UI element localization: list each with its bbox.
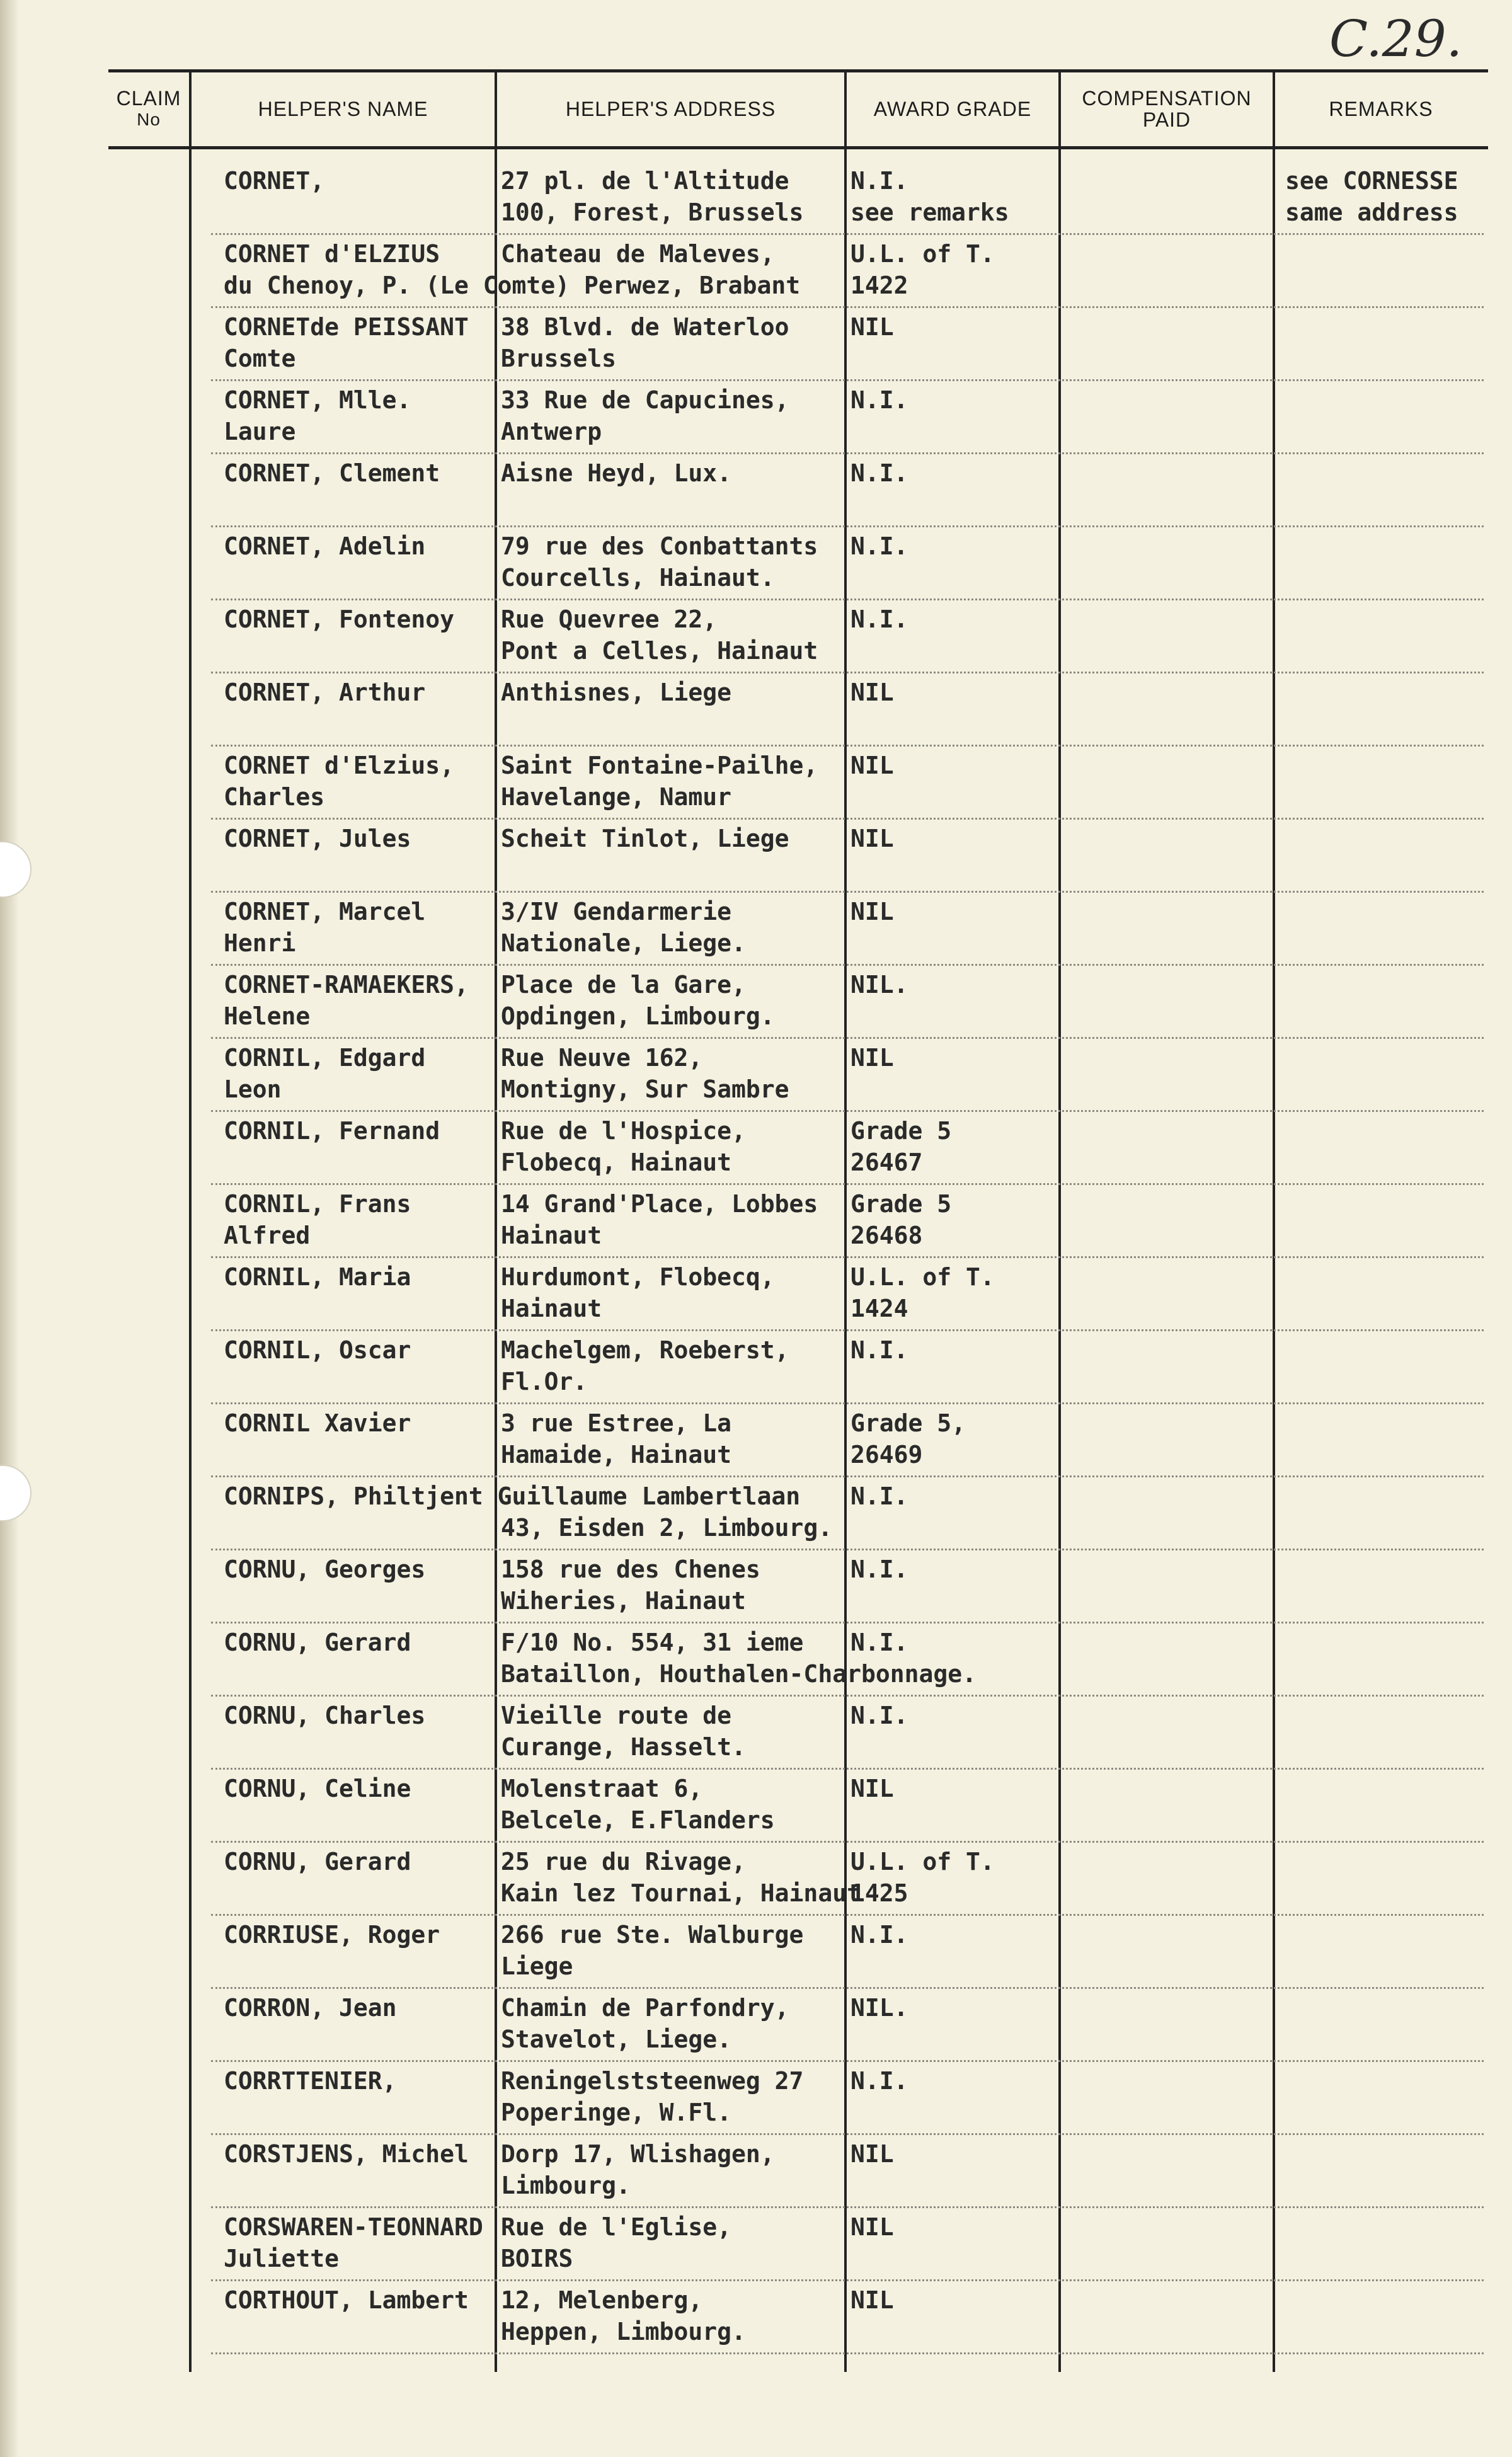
helper-address-line2: Hainaut [501,1295,602,1322]
table-row [0,2138,1512,2211]
award-grade-line2: 26469 [850,1441,923,1469]
helper-name-line1: CORNET, Jules [224,825,411,852]
helper-address-line2: Belcele, E.Flanders [501,1806,775,1834]
row-separator [211,1768,1484,1770]
row-separator [211,1622,1484,1624]
row-separator [211,1987,1484,1989]
table-row [0,238,1512,311]
award-grade-line1: U.L. of T. [850,1263,995,1291]
row-separator [211,379,1484,381]
award-grade-line1: N.I. [850,1482,908,1510]
table-row [0,969,1512,1042]
row-separator [211,1549,1484,1550]
row-separator [211,452,1484,454]
helper-name-line1: CORNU, Gerard [224,1629,411,1656]
award-grade-line1: N.I. [850,1336,908,1364]
helper-name-line1: CORNET, Adelin [224,532,426,560]
helper-name-line1: CORNIL, Maria [224,1263,411,1291]
helper-address-line1: Reningelststeenweg 27 [501,2067,804,2095]
award-grade-line2: 1424 [850,1295,908,1322]
header-helper-address-label: HELPER'S ADDRESS [565,98,776,120]
award-grade-line1: N.I. [850,1629,908,1656]
helper-address-line2: Fl.Or. [501,1368,588,1395]
helper-address-line1: 266 rue Ste. Walburge [501,1921,804,1949]
table-row [0,1627,1512,1700]
row-separator [211,2279,1484,2281]
award-grade-line1: NIL [850,679,894,706]
helper-name-line1: CORRON, Jean [224,1994,397,2022]
helper-address-line2: BOIRS [501,2245,573,2272]
helper-address-line1: Saint Fontaine-Pailhe, [501,752,818,779]
helper-address-line1: Hurdumont, Flobecq, [501,1263,775,1291]
header-compensation-label: COMPENSATION [1082,87,1252,110]
header-award-grade [847,74,1058,144]
header-remarks-label: REMARKS [1329,98,1433,120]
header-compensation-paid [1061,74,1273,144]
helper-address-line2: 100, Forest, Brussels [501,198,804,226]
row-separator [211,891,1484,893]
helper-name-line2: Leon [224,1075,282,1103]
helper-address-line1: Anthisnes, Liege [501,679,732,706]
row-separator [211,598,1484,600]
helper-address-line1: Chateau de Maleves, [501,240,775,268]
helper-name-line2: Juliette [224,2245,340,2272]
helper-address-line2: Wiheries, Hainaut [501,1587,746,1615]
helper-address-line1: 158 rue des Chenes [501,1555,760,1583]
award-grade-line1: N.I. [850,386,908,414]
award-grade-line1: Grade 5 [850,1117,952,1145]
helper-address-line2: Montigny, Sur Sambre [501,1075,789,1103]
award-grade-line1: N.I. [850,605,908,633]
helper-address-line1: 27 pl. de l'Altitude [501,167,789,195]
award-grade-line1: NIL [850,825,894,852]
award-grade-line1: N.I. [850,2067,908,2095]
table-row [0,1188,1512,1261]
award-grade-line1: N.I. [850,1702,908,1729]
header-claim-sub: No [137,110,161,129]
helper-address-line1: Dorp 17, Wlishagen, [501,2140,775,2168]
row-separator [211,2133,1484,2135]
helper-name-line2: Henri [224,929,296,957]
helper-address-line2: Hamaide, Hainaut [501,1441,732,1469]
award-grade-line1: N.I. [850,459,908,487]
helper-address-line1: Rue de l'Hospice, [501,1117,746,1145]
helper-name-line1: CORTHOUT, Lambert [224,2286,469,2314]
helper-name-line1: CORSTJENS, Michel [224,2140,469,2168]
row-separator [211,1183,1484,1185]
helper-address-line2: Kain lez Tournai, Hainaut [501,1879,861,1907]
table-row [0,677,1512,750]
helper-name-line2: Comte [224,345,296,372]
helper-name-line1: CORNIL, Frans [224,1190,411,1218]
helper-address-line1: Molenstraat 6, [501,1775,703,1802]
header-compensation-sub: PAID [1142,108,1191,131]
award-grade-line1: NIL [850,313,894,341]
award-grade-line2: see remarks [850,198,1009,226]
helper-address-line2: Antwerp [501,418,602,445]
helper-address-line2: Limbourg. [501,2172,631,2199]
row-separator [211,2352,1484,2354]
row-separator [211,1402,1484,1404]
page-reference: C.29. [1329,9,1463,68]
award-grade-line1: U.L. of T. [850,240,995,268]
helper-name-line1: CORNET d'Elzius, [224,752,455,779]
helper-name-line2: Helene [224,1002,311,1030]
table-row [0,1773,1512,1846]
award-grade-line2: 1422 [850,272,908,299]
helper-address-line1: 33 Rue de Capucines, [501,386,789,414]
helper-address-line2: Pont a Celles, Hainaut [501,637,818,665]
row-separator [211,2206,1484,2208]
header-helper-address [497,74,844,144]
helper-address-line2: Courcells, Hainaut. [501,564,775,592]
row-separator [211,233,1484,235]
table-row [0,530,1512,604]
helper-name-line1: CORNETde PEISSANT [224,313,469,341]
row-separator [211,672,1484,673]
award-grade-line2: 1425 [850,1879,908,1907]
table-row [0,1115,1512,1188]
award-grade-line1: N.I. [850,532,908,560]
helper-address-line1: Vieille route de [501,1702,732,1729]
table-row [0,896,1512,969]
table-row [0,1700,1512,1773]
helper-name-line1: CORNET-RAMAEKERS, [224,971,469,999]
helper-address-line1: Chamin de Parfondry, [501,1994,789,2022]
award-grade-line1: Grade 5, [850,1409,966,1437]
table-row [0,1042,1512,1115]
helper-address-line2: Stavelot, Liege. [501,2025,732,2053]
header-helper-name [192,74,495,144]
row-separator [211,1695,1484,1697]
helper-address-line2: Liege [501,1952,573,1980]
award-grade-line1: NIL. [850,1994,908,2022]
row-separator [211,1329,1484,1331]
helper-name-line1: CORNET, [224,167,325,195]
helper-address-line1: Rue de l'Eglise, [501,2213,732,2241]
table-row [0,1407,1512,1480]
award-grade-line1: N.I. [850,1921,908,1949]
award-grade-line1: NIL [850,2140,894,2168]
row-separator [211,1914,1484,1916]
award-grade-line1: NIL [850,898,894,925]
helper-name-line1: CORRTTENIER, [224,2067,397,2095]
helper-address-line2: Opdingen, Limbourg. [501,1002,775,1030]
award-grade-line1: Grade 5 [850,1190,952,1218]
row-separator [211,818,1484,820]
helper-name-line1: CORNIL Xavier [224,1409,411,1437]
table-row [0,2284,1512,2357]
award-grade-line1: NIL. [850,971,908,999]
helper-address-line1: F/10 No. 554, 31 ieme [501,1629,804,1656]
row-separator [211,525,1484,527]
helper-address-line1: Rue Quevree 22, [501,605,718,633]
helper-address-line1: 12, Melenberg, [501,2286,703,2314]
helper-name-line1: CORNU, Gerard [224,1848,411,1876]
helper-name-line1: CORNIPS, Philtjent Guillaume Lambertlaan [224,1482,801,1510]
award-grade-line1: U.L. of T. [850,1848,995,1876]
helper-name-line1: CORNET, Mlle. [224,386,411,414]
helper-name-line1: CORNIL, Oscar [224,1336,411,1364]
helper-name-line1: CORRIUSE, Roger [224,1921,440,1949]
helper-name-line1: CORNET, Marcel [224,898,426,925]
table-row [0,1992,1512,2065]
helper-address-line1: Place de la Gare, [501,971,746,999]
helper-address-line2: Nationale, Liege. [501,929,746,957]
helper-address-line1: 25 rue du Rivage, [501,1848,746,1876]
table-row [0,1480,1512,1554]
helper-address-line2: Heppen, Limbourg. [501,2318,746,2345]
table-row [0,750,1512,823]
helper-address-line1: 79 rue des Conbattants [501,532,818,560]
helper-name-line1: CORNET, Fontenoy [224,605,455,633]
header-bottom-rule [108,146,1488,149]
helper-name-line2: Alfred [224,1222,311,1249]
header-award-grade-label: AWARD GRADE [873,98,1032,120]
table-row [0,1554,1512,1627]
helper-address-line2: Curange, Hasselt. [501,1733,746,1761]
remarks-line2: same address [1285,198,1458,226]
helper-address-line1: Aisne Heyd, Lux. [501,459,732,487]
row-separator [211,2060,1484,2062]
table-row [0,2211,1512,2284]
helper-name-line1: CORNET, Clement [224,459,440,487]
helper-address-line2: Bataillon, Houthalen-Charbonnage. [501,1660,976,1688]
helper-name-line1: CORNIL, Edgard [224,1044,426,1072]
table-row [0,1846,1512,1919]
helper-name-line2: Laure [224,418,296,445]
award-grade-line1: NIL [850,1044,894,1072]
helper-name-line1: CORNU, Charles [224,1702,426,1729]
table-row [0,1261,1512,1334]
table-row [0,823,1512,896]
table-row [0,2065,1512,2138]
row-separator [211,964,1484,966]
helper-name-line1: CORNIL, Fernand [224,1117,440,1145]
helper-address-line2: Brussels [501,345,617,372]
helper-address-line2: Havelange, Namur [501,783,732,811]
remarks-line1: see CORNESSE [1285,167,1458,195]
award-grade-line2: 26468 [850,1222,923,1249]
row-separator [211,306,1484,308]
award-grade-line1: NIL [850,2286,894,2314]
award-grade-line1: N.I. [850,1555,908,1583]
award-grade-line1: N.I. [850,167,908,195]
table-row [0,1334,1512,1407]
helper-address-line1: 14 Grand'Place, Lobbes [501,1190,818,1218]
header-top-rule [108,69,1488,72]
award-grade-line2: 26467 [850,1148,923,1176]
helper-address-line1: 38 Blvd. de Waterloo [501,313,789,341]
header-claim-no [108,74,189,144]
row-separator [211,1037,1484,1039]
helper-address-line2: Hainaut [501,1222,602,1249]
helper-address-line1: Scheit Tinlot, Liege [501,825,789,852]
helper-address-line2: Poperinge, W.Fl. [501,2099,732,2126]
helper-name-line1: CORSWAREN-TEONNARD [224,2213,483,2241]
row-separator [211,745,1484,747]
table-row [0,457,1512,530]
helper-address-line1: 3 rue Estree, La [501,1409,732,1437]
row-separator [211,1110,1484,1112]
helper-name-line1: CORNU, Celine [224,1775,411,1802]
helper-name-line1: CORNU, Georges [224,1555,426,1583]
helper-name-line1: CORNET, Arthur [224,679,426,706]
helper-name-line2: du Chenoy, P. (Le Comte) Perwez, Brabant [224,272,801,299]
helper-name-line2: Charles [224,783,325,811]
helper-address-line2: Flobecq, Hainaut [501,1148,732,1176]
header-claim-label: CLAIM [116,87,181,110]
helper-name-line1: CORNET d'ELZIUS [224,240,440,268]
row-separator [211,1256,1484,1258]
helper-address-line1: Rue Neuve 162, [501,1044,703,1072]
award-grade-line1: NIL [850,752,894,779]
helper-address-line2: 43, Eisden 2, Limbourg. [501,1514,833,1542]
table-row [0,311,1512,384]
header-helper-name-label: HELPER'S NAME [258,98,428,120]
header-remarks [1275,74,1487,144]
table-row [0,165,1512,238]
award-grade-line1: NIL [850,1775,894,1802]
table-row [0,384,1512,457]
helper-address-line1: 3/IV Gendarmerie [501,898,732,925]
table-row [0,604,1512,677]
table-row [0,1919,1512,1992]
award-grade-line1: NIL [850,2213,894,2241]
helper-address-line1: Machelgem, Roeberst, [501,1336,789,1364]
row-separator [211,1475,1484,1477]
row-separator [211,1841,1484,1843]
